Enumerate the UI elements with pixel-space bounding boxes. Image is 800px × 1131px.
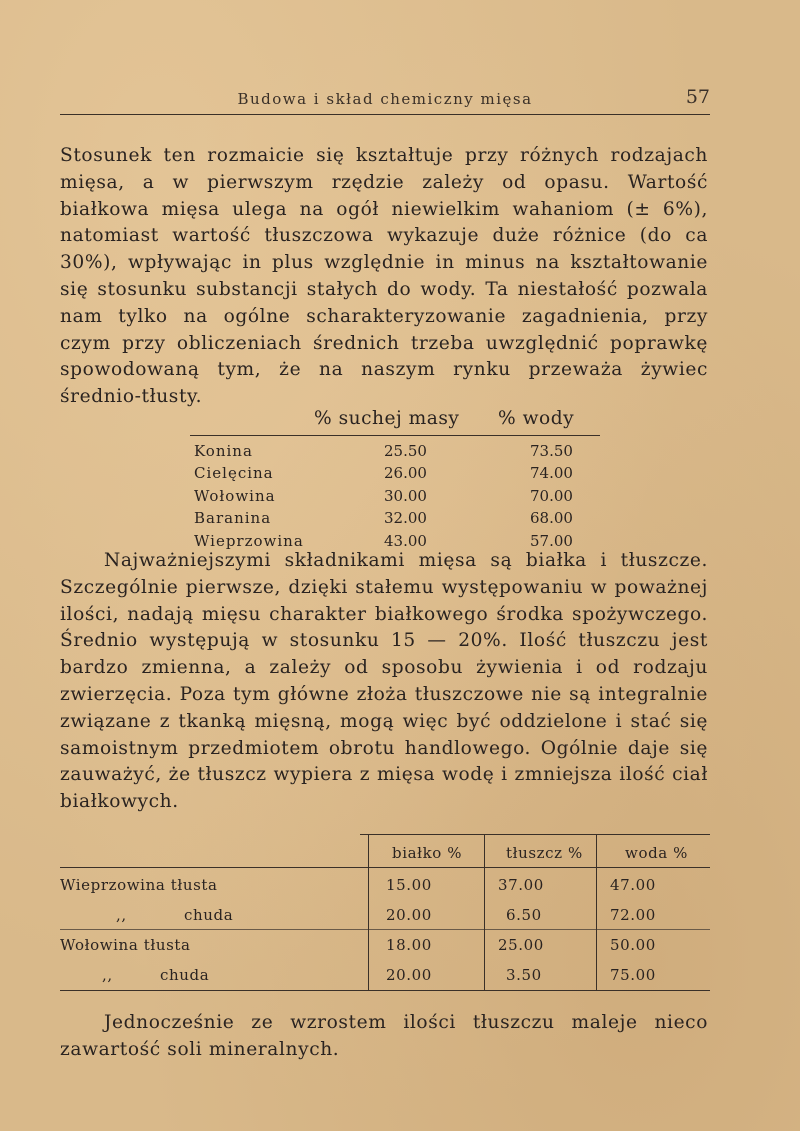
table2-mid-rule xyxy=(60,929,710,930)
composition-table xyxy=(60,834,710,994)
water-value: 50.00 xyxy=(610,936,656,954)
table2-bottom-rule xyxy=(60,990,710,991)
water-value: 75.00 xyxy=(610,966,656,984)
protein-value: 15.00 xyxy=(386,876,432,894)
water-value: 68.00 xyxy=(530,509,573,528)
column-divider xyxy=(596,834,597,990)
meat-name: Baranina xyxy=(194,509,272,528)
fat-value: 37.00 xyxy=(498,876,544,894)
water-value: 70.00 xyxy=(530,486,573,505)
header-protein: białko % xyxy=(392,844,463,862)
row-label: Wołowina tłusta xyxy=(60,936,191,954)
water-value: 57.00 xyxy=(530,531,573,550)
running-header xyxy=(60,88,710,115)
dry-value: 25.50 xyxy=(384,442,427,460)
fat-value: 3.50 xyxy=(506,966,542,984)
table2-top-rule xyxy=(360,834,710,835)
protein-value: 20.00 xyxy=(386,906,432,924)
protein-value: 18.00 xyxy=(386,936,432,954)
fat-value: 6.50 xyxy=(506,906,542,924)
paragraph-1: Stosunek ten rozmaicie się kształtuje przy różnych rodzajach mięsa, a w pierwszym rzędzie zależy od opasu. Wartość białkowa mięsa ulega na ogół niewielkim wahaniom (± 6%), natomiast wartość tłuszczowa wykazuje duże różnice (do ca 30%), wpływając in plus względnie in minus na kształtowanie się stosunku substancji stałych do wody. Ta niestałość pozwala nam tylko na ogólne scharakteryzowanie zagadnienia, przy czym przy obliczeniach średnich trzeba uwzględnić poprawkę spowodowaną tym, że na naszym rynku przeważa żywiec średnio-tłusty. xyxy=(60,145,708,408)
column-divider xyxy=(484,834,485,990)
ditto-mark: ,, xyxy=(116,906,127,924)
page-number: 57 xyxy=(685,86,710,108)
dry-mass-water-table xyxy=(190,405,600,552)
fat-value: 25.00 xyxy=(498,936,544,954)
ditto-mark: ,, xyxy=(102,966,113,984)
table-row xyxy=(190,507,600,529)
table1-header-water: % wody xyxy=(498,408,575,429)
meat-name: Konina xyxy=(194,442,253,460)
water-value: 74.00 xyxy=(530,464,573,483)
water-value: 73.50 xyxy=(530,442,573,460)
dry-value: 26.00 xyxy=(384,464,427,483)
row-sublabel: chuda xyxy=(184,906,234,924)
row-sublabel: chuda xyxy=(160,966,210,984)
paragraph-3: Jednocześnie ze wzrostem ilości tłuszczu maleje nieco zawartość soli mineralnych. xyxy=(60,1012,708,1060)
header-water: woda % xyxy=(625,844,689,862)
dry-value: 30.00 xyxy=(384,486,427,505)
water-value: 47.00 xyxy=(610,876,656,894)
dry-value: 43.00 xyxy=(384,531,427,550)
header-fat: tłuszcz % xyxy=(506,844,583,862)
protein-value: 20.00 xyxy=(386,966,432,984)
paragraph-2: Najważniejszymi składnikami mięsa są białka i tłuszcze. Szczególnie pierwsze, dzięki stałemu występowaniu w poważnej ilości, nadają mięsu charakter białkowego środka spożywczego. Średnio występują w stosunku 15 — 20%. Ilość tłuszczu jest bardzo zmienna, a zależy od sposobu żywienia i od rodzaju zwierzęcia. Poza tym główne złoża tłuszczowe nie są integralnie związane z tkanką mięsną, mogą więc być oddzielone i stać się samoistnym przedmiotem obrotu handlowego. Ogólnie daje się zauważyć, że tłuszcz wypiera z mięsa wodę i zmniejsza ilość ciał białkowych. xyxy=(60,550,708,813)
running-title: Budowa i skład chemiczny mięsa xyxy=(237,90,533,108)
row-label: Wieprzowina tłusta xyxy=(60,876,218,894)
dry-value: 32.00 xyxy=(384,509,427,528)
table-row xyxy=(190,440,600,462)
table-row xyxy=(190,462,600,484)
water-value: 72.00 xyxy=(610,906,656,924)
table-row xyxy=(190,485,600,507)
table1-header-dry: % suchej masy xyxy=(314,408,460,429)
meat-name: Wieprzowina xyxy=(194,531,304,550)
table2-header-rule xyxy=(60,867,710,868)
column-divider xyxy=(368,834,369,990)
meat-name: Cielęcina xyxy=(194,464,274,483)
table1-header xyxy=(190,405,600,436)
meat-name: Wołowina xyxy=(194,486,276,505)
